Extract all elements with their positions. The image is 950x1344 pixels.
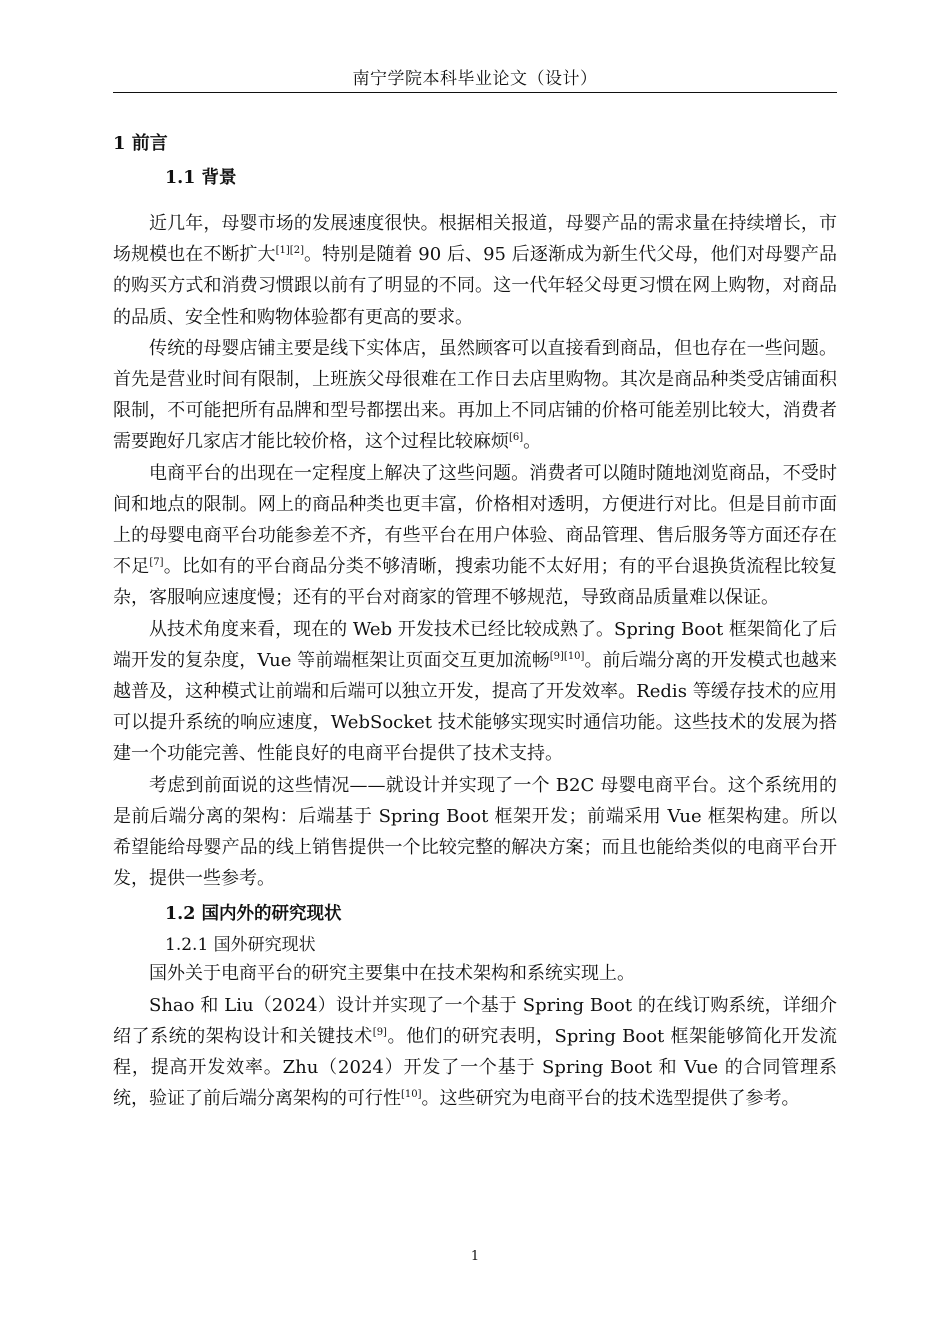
paragraph-text: Shao 和 Liu（2024）设计并实现了一个基于 Spring Boot 的在线订购系统，详细介绍了系统的架构设计和关键技术 xyxy=(113,994,837,1047)
paragraph-text: 。这些研究为电商平台的技术选型提供了参考。 xyxy=(421,1088,800,1110)
paragraph-text: 。特别是随着 90 后、95 后逐渐成为新生代父母，他们对母婴产品的购买方式和消费习惯跟以前有了明显的不同。这一代年轻父母更习惯在网上购物，对商品的品质、安全性和购物体验都有更高的要求。 xyxy=(113,244,837,328)
paragraph xyxy=(113,614,837,770)
paragraph-text: 考虑到前面说的这些情况——就设计并实现了一个 B2C 母婴电商平台。这个系统用的是前后端分离的架构：后端基于 Spring Boot 框架开发；前端采用 Vue 框架构建。所以希望能给母婴产品的线上销售提供一个比较完整的解决方案；而且也能给类似的电商平台开发，提供一些参考。 xyxy=(113,774,837,890)
document-body xyxy=(113,128,837,1114)
paragraph-text: 电商平台的出现在一定程度上解决了这些问题。消费者可以随时随地浏览商品，不受时间和地点的限制。网上的商品种类也更丰富，价格相对透明，方便进行对比。但是目前市面上的母婴电商平台功能参差不齐，有些平台在用户体验、商品管理、售后服务等方面还存在不足 xyxy=(113,462,837,578)
page-number: 1 xyxy=(470,1249,480,1264)
paragraph-text: 国外关于电商平台的研究主要集中在技术架构和系统实现上。 xyxy=(149,963,635,985)
paragraph xyxy=(113,770,837,895)
paragraph-text: 。比如有的平台商品分类不够清晰，搜索功能不太好用；有的平台退换货流程比较复杂，客服响应速度慢；还有的平台对商家的管理不够规范，导致商品质量难以保证。 xyxy=(113,556,838,609)
citation: [9][10] xyxy=(549,650,585,662)
citation: [10] xyxy=(401,1089,422,1101)
citation: [1][2] xyxy=(275,245,304,257)
citation: [9] xyxy=(372,1026,387,1038)
subsection-heading: 1.1 背景 xyxy=(165,168,237,188)
paragraph-text: 。 xyxy=(523,431,542,453)
paragraph xyxy=(113,333,837,458)
paragraph xyxy=(113,208,837,333)
paragraph xyxy=(113,990,837,1115)
paragraph xyxy=(113,958,837,989)
paragraph-text: 近几年，母婴市场的发展速度很快。根据相关报道，母婴产品的需求量在持续增长，市场规模也在不断扩大 xyxy=(113,213,837,266)
subsubsection-heading: 1.2.1 国外研究现状 xyxy=(165,935,316,956)
citation: [6] xyxy=(509,432,524,444)
paragraph-text: 传统的母婴店铺主要是线下实体店，虽然顾客可以直接看到商品，但也存在一些问题。首先是营业时间有限制，上班族父母很难在工作日去店里购物。其次是商品种类受店铺面积限制，不可能把所有品牌和型号都摆出来。再加上不同店铺的价格可能差别比较大，消费者需要跑好几家店才能比较价格，这个过程比较麻烦 xyxy=(113,337,837,453)
paragraph xyxy=(113,458,837,614)
section-heading: 1 前言 xyxy=(113,133,168,154)
paragraph-text: 。他们的研究表明，Spring Boot 框架能够简化开发流程，提高开发效率。Zhu（2024）开发了一个基于 Spring Boot 和 Vue 的合同管理系统，验证了前后端分离架构的可行性 xyxy=(113,1025,838,1110)
running-header: 南宁学院本科毕业论文（设计） xyxy=(113,66,837,93)
citation: [7] xyxy=(149,557,164,569)
paragraph-text: 。前后端分离的开发模式也越来越普及，这种模式让前端和后端可以独立开发，提高了开发效率。Redis 等缓存技术的应用可以提升系统的响应速度，WebSocket 技术能够实现实时通信功能。这些技术的发展为搭建一个功能完善、性能良好的电商平台提供了技术支持。 xyxy=(113,649,838,765)
subsection-heading: 1.2 国内外的研究现状 xyxy=(165,904,342,925)
paragraph-text: 从技术角度来看，现在的 Web 开发技术已经比较成熟了。Spring Boot 框架简化了后端开发的复杂度，Vue 等前端框架让页面交互更加流畅 xyxy=(113,618,837,671)
